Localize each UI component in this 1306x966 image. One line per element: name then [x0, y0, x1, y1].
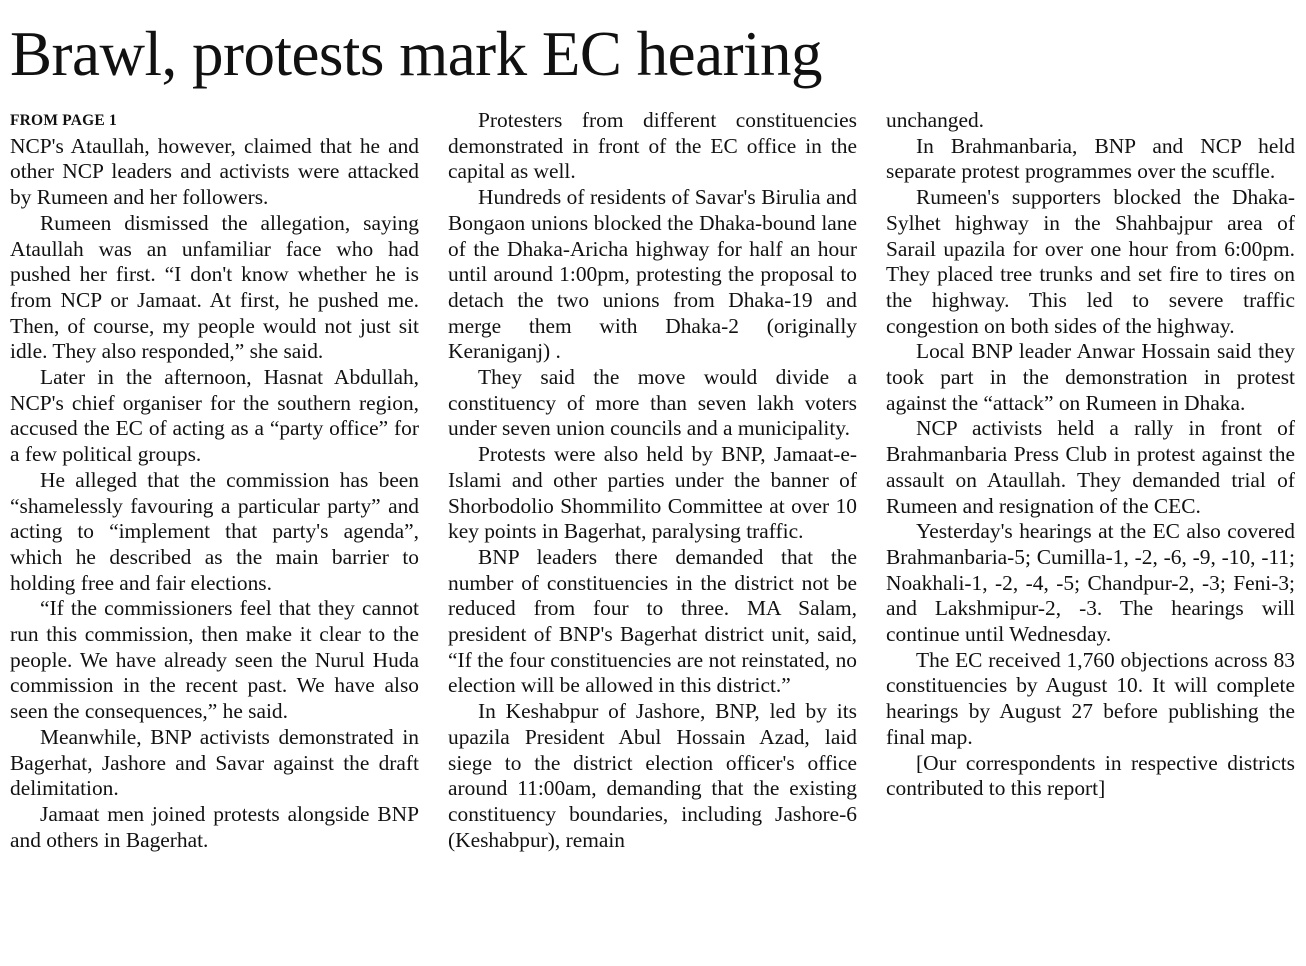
paragraph: Later in the afternoon, Hasnat Abdullah, NCP's chief organiser for the southern region, accused the EC of acting as a “party office” for a few political groups.	[10, 365, 419, 467]
paragraph: Rumeen's supporters blocked the Dhaka-Sylhet highway in the Shahbajpur area of Sarail upazila for over one hour from 6:00pm. They placed tree trunks and set fire to tires on the highway. This led to severe traffic congestion on both sides of the highway.	[886, 185, 1295, 338]
kicker-from-page-1: FROM PAGE 1	[10, 112, 117, 129]
paragraph: They said the move would divide a constituency of more than seven lakh voters under seven union councils and a municipality.	[448, 365, 857, 441]
paragraph: Rumeen dismissed the allegation, saying Ataullah was an unfamiliar face who had pushed her first. “I don't know whether he is from NCP or Jamaat. At first, he pushed me. Then, of course, my people would not just sit idle. They also responded,” she said.	[10, 210, 419, 364]
article-column-2	[448, 108, 857, 853]
paragraph: In Brahmanbaria, BNP and NCP held separate protest programmes over the scuffle.	[886, 133, 1295, 184]
paragraph: NCP activists held a rally in front of Brahmanbaria Press Club in protest against the assault on Ataullah. They demanded trial of Rumeen and resignation of the CEC.	[886, 416, 1295, 518]
paragraph: Protesters from different constituencies demonstrated in front of the EC office in the capital as well.	[448, 108, 857, 184]
paragraph: Hundreds of residents of Savar's Birulia and Bongaon unions blocked the Dhaka-bound lane of the Dhaka-Aricha highway for half an hour until around 1:00pm, protesting the proposal to detach the two unions from Dhaka-19 and merge them with Dhaka-2 (originally Keraniganj) .	[448, 185, 857, 364]
paragraph: BNP leaders there demanded that the number of constituencies in the district not be reduced from four to three. MA Salam, president of BNP's Bagerhat district unit, said, “If the four constituencies are not reinstated, no election will be allowed in this district.”	[448, 544, 857, 698]
paragraph: He alleged that the commission has been “shamelessly favouring a particular party” and acting to “implement that party's agenda”, which he described as the main barrier to holding free and fair elections.	[10, 467, 419, 595]
paragraph: Jamaat men joined protests alongside BNP and others in Bagerhat.	[10, 801, 419, 852]
paragraph: In Keshabpur of Jashore, BNP, led by its upazila President Abul Hossain Azad, laid siege to the district election officer's office around 11:00am, demanding that the existing constituency boundaries, including Jashore-6 (Keshabpur), remain	[448, 699, 857, 852]
paragraph: [Our correspondents in respective districts contributed to this report]	[886, 750, 1295, 801]
paragraph: The EC received 1,760 objections across 83 constituencies by August 10. It will complete hearings by August 27 before publishing the final map.	[886, 647, 1295, 749]
paragraph: Meanwhile, BNP activists demonstrated in Bagerhat, Jashore and Savar against the draft delimitation.	[10, 724, 419, 801]
article-column-3	[886, 108, 1295, 802]
paragraph: unchanged.	[886, 108, 985, 132]
paragraph: Local BNP leader Anwar Hossain said they took part in the demonstration in protest against the “attack” on Rumeen in Dhaka.	[886, 339, 1295, 415]
headline: Brawl, protests mark EC hearing	[10, 19, 823, 89]
paragraph: NCP's Ataullah, however, claimed that he and other NCP leaders and activists were attacked by Rumeen and her followers.	[10, 133, 419, 210]
paragraph: Protests were also held by BNP, Jamaat-e-Islami and other parties under the banner of Shorbodolio Shommilito Committee at over 10 key points in Bagerhat, paralysing traffic.	[448, 442, 857, 544]
paragraph: “If the commissioners feel that they cannot run this commission, then make it clear to the people. We have already seen the Nurul Huda commission in the recent past. We have also seen the consequences,” he said.	[10, 596, 419, 724]
paragraph: Yesterday's hearings at the EC also covered Brahmanbaria-5; Cumilla-1, -2, -6, -9, -10, -11; Noakhali-1, -2, -4, -5; Chandpur-2, -3; Feni-3; and Lakshmipur-2, -3. The hearings will continue until Wednesday.	[886, 519, 1295, 647]
article-column-1	[10, 108, 419, 853]
